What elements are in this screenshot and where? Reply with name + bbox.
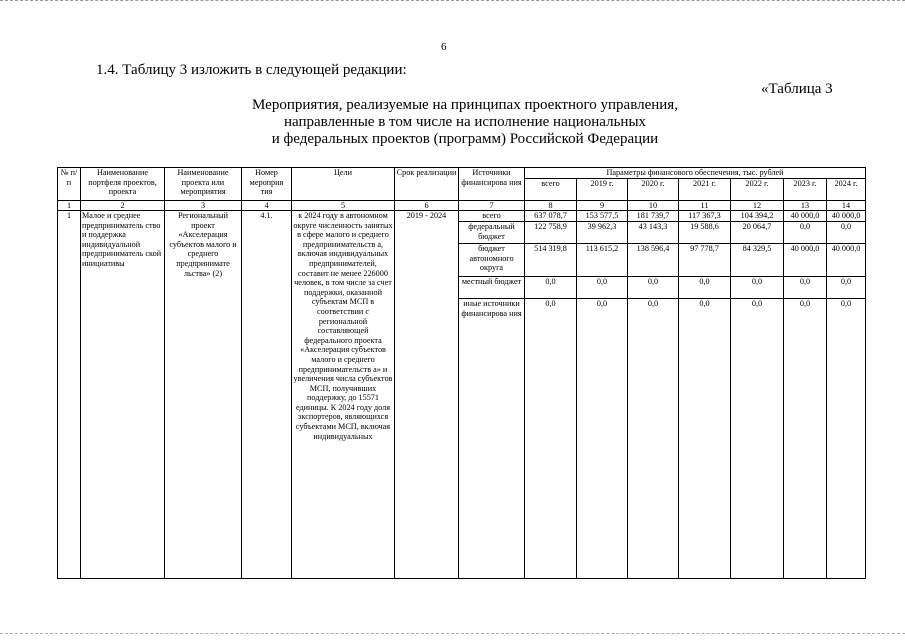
column-number-3: 3 (165, 201, 242, 211)
finance-source: федеральный бюджет (459, 222, 525, 244)
row-goals: к 2024 году в автономном округе численность занятых в сфере малого и среднего предпринимательств а, включая индивидуальных предпринимателей, составит не менее 226000 человек, в том числе за счет поддержки, оказанной субъектам МСП в соответствии с региональной составляющей федерального проекта «Акселерация субъектов малого и среднего предпринимательств а» и увеличения числа субъектов МСП, получивших поддержку, до 15571 единицы. К 2024 году доля экспортеров, являющихся субъектами МСП, включая индивидуальных (292, 211, 395, 579)
intro-text: 1.4. Таблицу 3 изложить в следующей редакции: (96, 62, 407, 78)
header-2022: 2022 г. (731, 179, 784, 201)
finance-source: иные источники финансирова ния (459, 299, 525, 579)
finance-value: 97 778,7 (679, 244, 731, 277)
measures-table (57, 167, 866, 579)
finance-value: 40 000,0 (827, 211, 866, 222)
column-number-6: 6 (395, 201, 459, 211)
finance-value: 0,0 (784, 277, 827, 299)
finance-value: 40 000,0 (827, 244, 866, 277)
finance-source: бюджет автономного округа (459, 244, 525, 277)
finance-value: 0,0 (525, 299, 577, 579)
column-number-14: 14 (827, 201, 866, 211)
header-goals: Цели (292, 168, 395, 201)
header-event-number: Номер мероприя тия (242, 168, 292, 201)
finance-value: 20 064,7 (731, 222, 784, 244)
finance-row (58, 211, 866, 222)
row-term: 2019 - 2024 (395, 211, 459, 579)
finance-value: 40 000,0 (784, 244, 827, 277)
column-number-2: 2 (81, 201, 165, 211)
finance-value: 0,0 (827, 299, 866, 579)
finance-value: 0,0 (679, 299, 731, 579)
column-number-12: 12 (731, 201, 784, 211)
scan-edge-bottom (0, 633, 905, 634)
column-number-9: 9 (577, 201, 628, 211)
finance-value: 0,0 (679, 277, 731, 299)
column-number-7: 7 (459, 201, 525, 211)
finance-value: 0,0 (525, 277, 577, 299)
finance-value: 122 758,9 (525, 222, 577, 244)
header-num: № п/п (58, 168, 81, 201)
header-total: всего (525, 179, 577, 201)
table-title (180, 97, 750, 148)
column-number-8: 8 (525, 201, 577, 211)
header-2020: 2020 г. (628, 179, 679, 201)
finance-value: 181 739,7 (628, 211, 679, 222)
column-number-1: 1 (58, 201, 81, 211)
column-number-5: 5 (292, 201, 395, 211)
row-portfolio: Малое и среднее предприниматель ство и поддержка индивидуальной предприниматель ской инициативы (81, 211, 165, 579)
column-number-13: 13 (784, 201, 827, 211)
finance-value: 43 143,3 (628, 222, 679, 244)
header-term: Срок реализации (395, 168, 459, 201)
finance-rows (58, 211, 866, 579)
header-params: Параметры финансового обеспечения, тыс. рублей (525, 168, 866, 179)
column-number-4: 4 (242, 201, 292, 211)
header-2019: 2019 г. (577, 179, 628, 201)
finance-value: 0,0 (827, 222, 866, 244)
scan-edge-top (0, 0, 905, 4)
finance-value: 113 615,2 (577, 244, 628, 277)
finance-value: 0,0 (731, 299, 784, 579)
row-project: Региональный проект «Акселерация субъектов малого и среднего предпринимате льства» (2) (165, 211, 242, 579)
title-line: Мероприятия, реализуемые на принципах проектного управления, (252, 97, 678, 113)
finance-value: 0,0 (731, 277, 784, 299)
finance-value: 0,0 (577, 277, 628, 299)
finance-value: 138 596,4 (628, 244, 679, 277)
title-line: направленные в том числе на исполнение национальных (283, 114, 647, 130)
finance-value: 19 588,6 (679, 222, 731, 244)
page-number: 6 (441, 41, 447, 53)
finance-value: 514 319,8 (525, 244, 577, 277)
finance-value: 0,0 (784, 222, 827, 244)
finance-source: местный бюджет (459, 277, 525, 299)
finance-value: 117 367,3 (679, 211, 731, 222)
finance-value: 0,0 (784, 299, 827, 579)
finance-value: 637 078,7 (525, 211, 577, 222)
finance-value: 84 329,5 (731, 244, 784, 277)
row-event-number: 4.1. (242, 211, 292, 579)
finance-value: 0,0 (827, 277, 866, 299)
header-2021: 2021 г. (679, 179, 731, 201)
header-sources: Источники финансирова ния (459, 168, 525, 201)
finance-value: 40 000,0 (784, 211, 827, 222)
finance-source: всего (459, 211, 525, 222)
header-2024: 2024 г. (827, 179, 866, 201)
finance-value: 0,0 (628, 277, 679, 299)
column-number-10: 10 (628, 201, 679, 211)
header-portfolio: Наименование портфеля проектов, проекта (81, 168, 165, 201)
finance-value: 0,0 (577, 299, 628, 579)
header-project: Наименование проекта или мероприятия (165, 168, 242, 201)
finance-value: 153 577,5 (577, 211, 628, 222)
column-number-11: 11 (679, 201, 731, 211)
finance-value: 39 962,3 (577, 222, 628, 244)
table-label: «Таблица 3 (761, 81, 833, 97)
finance-value: 104 394,2 (731, 211, 784, 222)
title-line: и федеральных проектов (программ) Российской Федерации (271, 131, 659, 147)
finance-value: 0,0 (628, 299, 679, 579)
header-2023: 2023 г. (784, 179, 827, 201)
column-numbers-row (58, 201, 866, 211)
row-num: 1 (58, 211, 81, 579)
